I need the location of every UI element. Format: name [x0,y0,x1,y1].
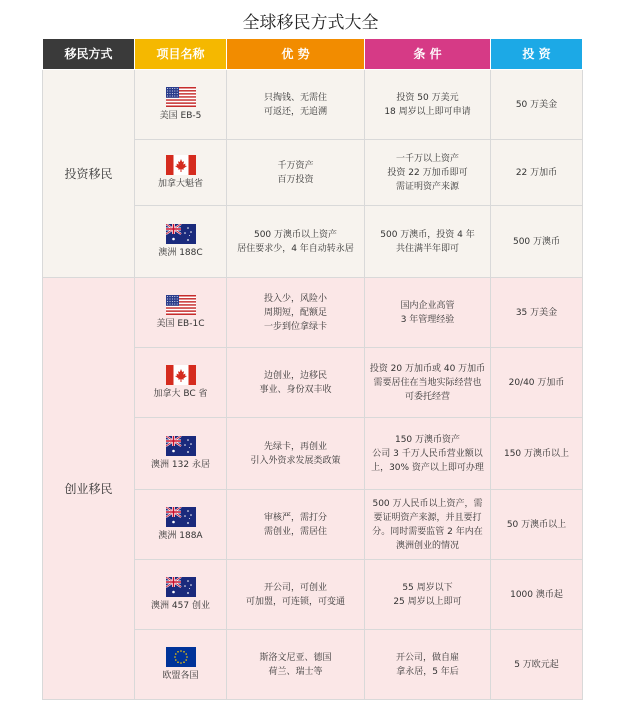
condition-cell: 开公司，做自雇 拿永居，5 年后 [365,630,491,700]
us-flag-icon [166,87,196,107]
category-cell: 投资移民 [43,70,135,278]
header-project: 项目名称 [135,39,227,70]
header-method: 移民方式 [43,39,135,70]
project-name: 欧盟各国 [162,670,199,681]
project-cell [135,560,227,630]
condition-cell: 150 万澳币资产 公司 3 千万人民币营业额以 上，30% 资产以上即可办理 [365,418,491,490]
project-cell [135,70,227,140]
table-row [43,70,583,140]
project-cell [135,206,227,278]
investment-cell: 35 万美金 [491,278,583,348]
header-advantage: 优 势 [227,39,365,70]
us-flag-icon [166,295,196,315]
project-cell [135,140,227,206]
project-name: 美国 EB-5 [159,110,202,121]
category-cell: 创业移民 [43,278,135,700]
condition-cell: 一千万以上资产 投资 22 万加币即可 需证明资产来源 [365,140,491,206]
project-cell [135,278,227,348]
condition-cell: 投资 20 万加币或 40 万加币 需要居住在当地实际经营也 可委托经营 [365,348,491,418]
project-name: 澳洲 457 创业 [151,600,210,611]
table-row [43,278,583,348]
canada-flag-icon [166,155,196,175]
eu-flag-icon [166,647,196,667]
condition-cell: 500 万澳币，投资 4 年 共住满半年即可 [365,206,491,278]
project-name: 澳洲 132 永居 [151,459,210,470]
project-cell [135,348,227,418]
project-name: 加拿大 BC 省 [153,388,208,399]
australia-flag-icon [166,577,196,597]
investment-cell: 50 万澳币以上 [491,490,583,560]
project-name: 澳洲 188A [158,530,203,541]
advantage-cell: 千万资产 百万投资 [227,140,365,206]
advantage-cell: 500 万澳币以上资产 居住要求少，4 年自动转永居 [227,206,365,278]
condition-cell: 500 万人民币以上资产，需 要证明资产来源，并且要打 分。同时需要监管 2 年内在 澳洲创业的情况 [365,490,491,560]
investment-cell: 22 万加币 [491,140,583,206]
advantage-cell: 投入少，风险小 周期短，配额足 一步到位拿绿卡 [227,278,365,348]
advantage-cell: 先绿卡，再创业 引入外资求发展类政策 [227,418,365,490]
project-name: 美国 EB-1C [156,318,205,329]
project-name: 加拿大魁省 [157,178,203,189]
investment-cell: 20/40 万加币 [491,348,583,418]
canada-flag-icon [166,365,196,385]
investment-cell: 1000 澳币起 [491,560,583,630]
condition-cell: 投资 50 万美元 18 周岁以上即可申请 [365,70,491,140]
header-condition: 条 件 [365,39,491,70]
condition-cell: 国内企业高管 3 年管理经验 [365,278,491,348]
australia-flag-icon [166,507,196,527]
investment-cell: 5 万欧元起 [491,630,583,700]
investment-cell: 50 万美金 [491,70,583,140]
header-investment: 投 资 [491,39,583,70]
project-cell [135,490,227,560]
project-name: 澳洲 188C [158,247,203,258]
project-cell [135,630,227,700]
advantage-cell: 斯洛文尼亚、德国 荷兰、瑞士等 [227,630,365,700]
australia-flag-icon [166,224,196,244]
project-cell [135,418,227,490]
condition-cell: 55 周岁以下 25 周岁以上即可 [365,560,491,630]
investment-cell: 500 万澳币 [491,206,583,278]
australia-flag-icon [166,436,196,456]
investment-cell: 150 万澳币以上 [491,418,583,490]
page-title: 全球移民方式大全 [242,13,379,33]
advantage-cell: 只掏钱、无需住 可返还，无追溯 [227,70,365,140]
header-row [43,39,583,70]
immigration-table [42,38,583,700]
advantage-cell: 开公司，可创业 可加盟，可连锁，可变通 [227,560,365,630]
advantage-cell: 边创业，边移民 事业、身份双丰收 [227,348,365,418]
advantage-cell: 审核严，需打分 需创业，需居住 [227,490,365,560]
